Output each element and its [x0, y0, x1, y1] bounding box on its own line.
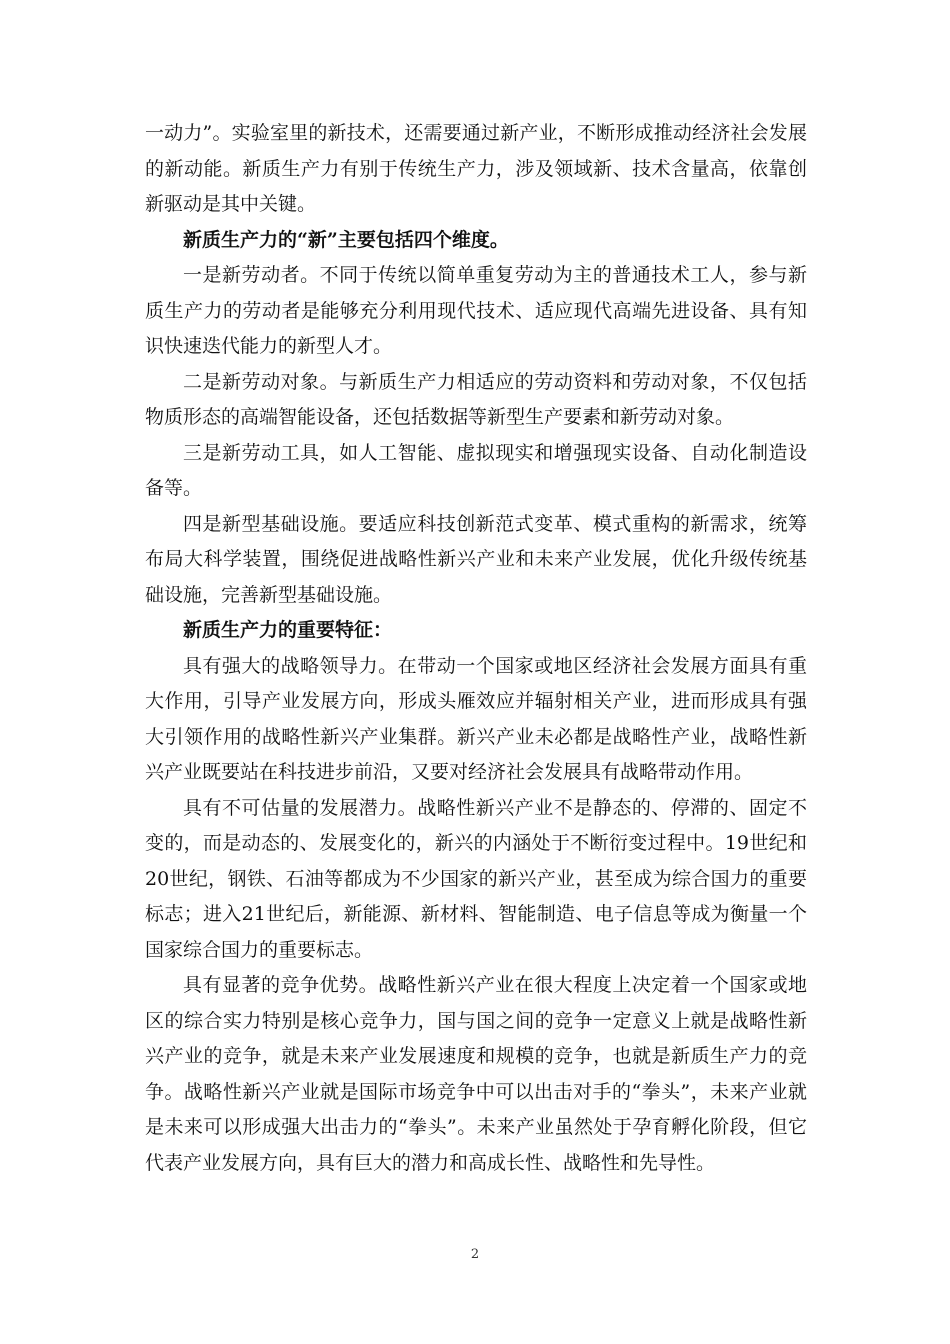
- section-heading-features: 新质生产力的重要特征：: [183, 619, 393, 641]
- paragraph-new-infrastructure: 四是新型基础设施。要适应科技创新范式变革、模式重构的新需求，统筹布局大科学装置，围绕促进战略性新兴产业和未来产业发展，优化升级传统基础设施，完善新型基础设施。: [145, 512, 807, 606]
- paragraph-new-labor-tools: 三是新劳动工具，如人工智能、虚拟现实和增强现实设备、自动化制造设备等。: [145, 441, 807, 499]
- section-heading-four-dimensions: 新质生产力的“新”主要包括四个维度。: [183, 228, 509, 251]
- paragraph-continuation: 一动力”。实验室里的新技术，还需要通过新产业，不断形成推动经济社会发展的新动能。新质生产力有别于传统生产力，涉及领域新、技术含量高，依靠创新驱动是其中关键。: [145, 122, 807, 215]
- paragraph-competitive-advantage: 具有显著的竞争优势。战略性新兴产业在很大程度上决定着一个国家或地区的综合实力特别是核心竞争力，国与国之间的竞争一定意义上就是战略性新兴产业的竞争，就是未来产业发展速度和规模的竞争，也就是新质生产力的竞争。战略性新兴产业就是国际市场竞争中可以出击对手的“拳头”，未来产业就是未来可以形成强大出击力的“拳头”。未来产业虽然处于孕育孵化阶段，但它代表产业发展方向，具有巨大的潜力和高成长性、战略性和先导性。: [145, 974, 807, 1174]
- paragraph-new-workers: 一是新劳动者。不同于传统以简单重复劳动为主的普通技术工人，参与新质生产力的劳动者是能够充分利用现代技术、适应现代高端先进设备、具有知识快速迭代能力的新型人才。: [145, 264, 807, 357]
- paragraph-new-labor-objects: 二是新劳动对象。与新质生产力相适应的劳动资料和劳动对象，不仅包括物质形态的高端智能设备，还包括数据等新型生产要素和新劳动对象。: [145, 370, 807, 428]
- page-number: 2: [470, 1247, 480, 1262]
- paragraph-strategic-leadership: 具有强大的战略领导力。在带动一个国家或地区经济社会发展方面具有重大作用，引导产业发展方向，形成头雁效应并辐射相关产业，进而形成具有强大引领作用的战略性新兴产业集群。新兴产业未必都是战略性产业，战略性新兴产业既要站在科技进步前沿，又要对经济社会发展具有战略带动作用。: [145, 654, 807, 783]
- paragraph-development-potential: 具有不可估量的发展潜力。战略性新兴产业不是静态的、停滞的、固定不变的，而是动态的、发展变化的，新兴的内涵处于不断衍变过程中。19世纪和20世纪，钢铁、石油等都成为不少国家的新兴产业，甚至成为综合国力的重要标志；进入21世纪后，新能源、新材料、智能制造、电子信息等成为衡量一个国家综合国力的重要标志。: [145, 796, 807, 961]
- document-body: [145, 116, 807, 1181]
